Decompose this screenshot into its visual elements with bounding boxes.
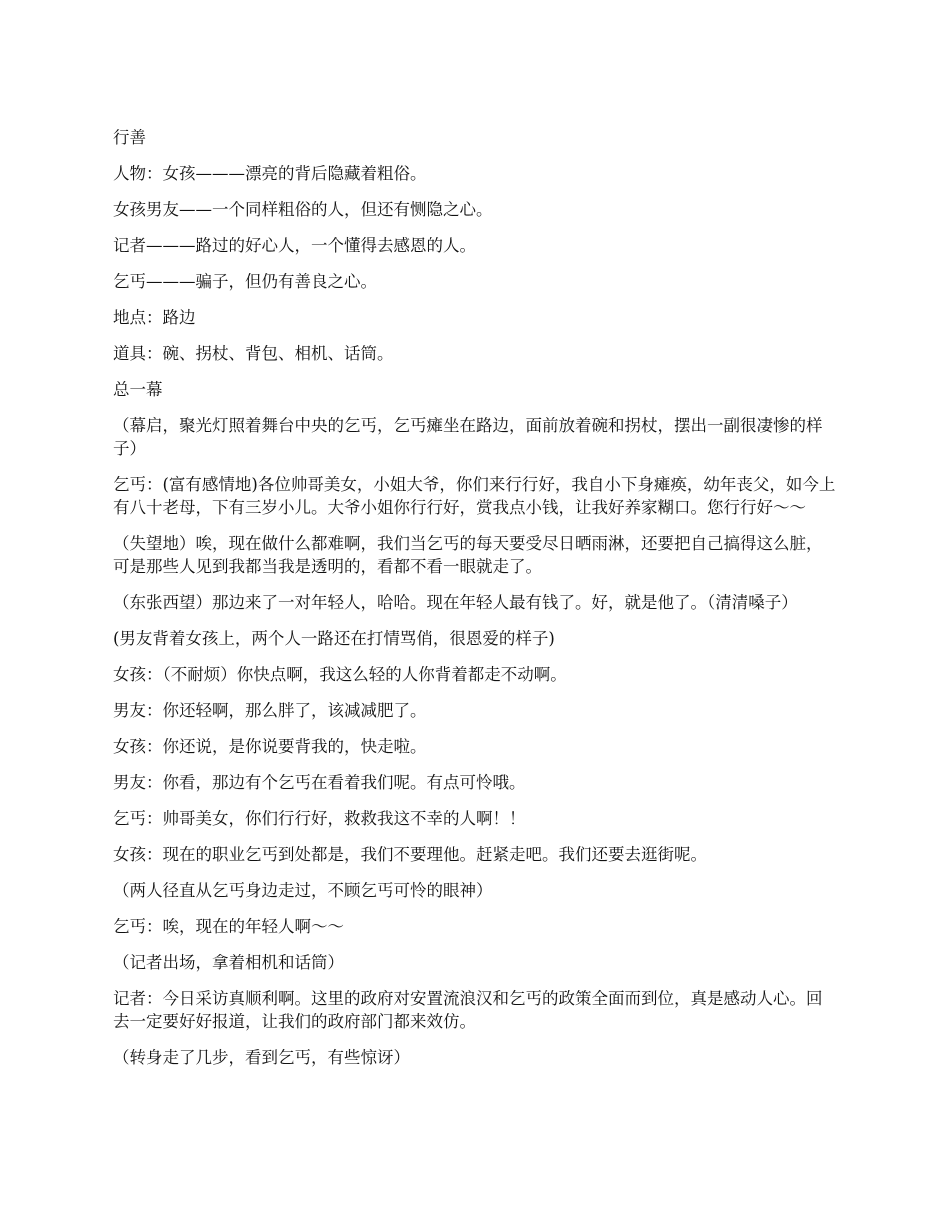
dialogue-line: 女孩：（不耐烦）你快点啊，我这么轻的人你背着都走不动啊。 xyxy=(113,665,567,684)
dialogue-line: 记者：今日采访真顺利啊。这里的政府对安置流浪汉和乞丐的政策全面而到位，真是感动人心。回去一定要好好报道，让我们的政府部门都来效仿。 xyxy=(113,989,823,1031)
dialogue-line: 乞丐：(富有感情地)各位帅哥美女，小姐大爷，你们来行行好，我自小下身瘫痪，幼年丧父，如今上有八十老母，下有三岁小儿。大爷小姐你行行好，赏我点小钱，让我好养家糊口。您行行好～～ xyxy=(113,475,836,517)
stage-direction: （记者出场，拿着相机和话筒） xyxy=(113,953,344,972)
stage-direction: (男友背着女孩上，两个人一路还在打情骂俏，很恩爱的样子) xyxy=(113,629,555,648)
stage-direction: （两人径直从乞丐身边走过，不顾乞丐可怜的眼神） xyxy=(113,881,493,900)
stage-direction: （转身走了几步，看到乞丐，有些惊讶） xyxy=(113,1048,410,1067)
dialogue-line: 女孩：现在的职业乞丐到处都是，我们不要理他。赶紧走吧。我们还要去逛街呢。 xyxy=(113,845,707,864)
dialogue-line: 男友：你看，那边有个乞丐在看着我们呢。有点可怜哦。 xyxy=(113,773,526,792)
document-title: 行善 xyxy=(113,128,146,147)
character-girl: 人物：女孩———漂亮的背后隐藏着粗俗。 xyxy=(113,164,427,183)
act-heading: 总一幕 xyxy=(113,380,163,399)
setting-props: 道具：碗、拐杖、背包、相机、话筒。 xyxy=(113,344,394,363)
dialogue-line: 乞丐：帅哥美女，你们行行好，救救我这不幸的人啊！！ xyxy=(113,809,526,828)
dialogue-line: （失望地）唉，现在做什么都难啊，我们当乞丐的每天要受尽日晒雨淋，还要把自己搞得这么脏，可是那些人见到我都当我是透明的，看都不看一眼就走了。 xyxy=(113,534,823,576)
stage-direction: （幕启，聚光灯照着舞台中央的乞丐，乞丐瘫坐在路边，面前放着碗和拐杖，摆出一副很凄惨的样子） xyxy=(113,416,823,458)
setting-location: 地点：路边 xyxy=(113,308,196,327)
dialogue-line: （东张西望）那边来了一对年轻人，哈哈。现在年轻人最有钱了。好，就是他了。（清清嗓子） xyxy=(113,593,798,612)
dialogue-line: 女孩：你还说，是你说要背我的，快走啦。 xyxy=(113,737,427,756)
character-beggar: 乞丐———骗子，但仍有善良之心。 xyxy=(113,272,377,291)
dialogue-line: 男友：你还轻啊，那么胖了，该减减肥了。 xyxy=(113,701,427,720)
character-boyfriend: 女孩男友——一个同样粗俗的人，但还有恻隐之心。 xyxy=(113,200,493,219)
character-reporter: 记者———路过的好心人，一个懂得去感恩的人。 xyxy=(113,236,476,255)
dialogue-line: 乞丐：唉，现在的年轻人啊～～ xyxy=(113,917,344,936)
